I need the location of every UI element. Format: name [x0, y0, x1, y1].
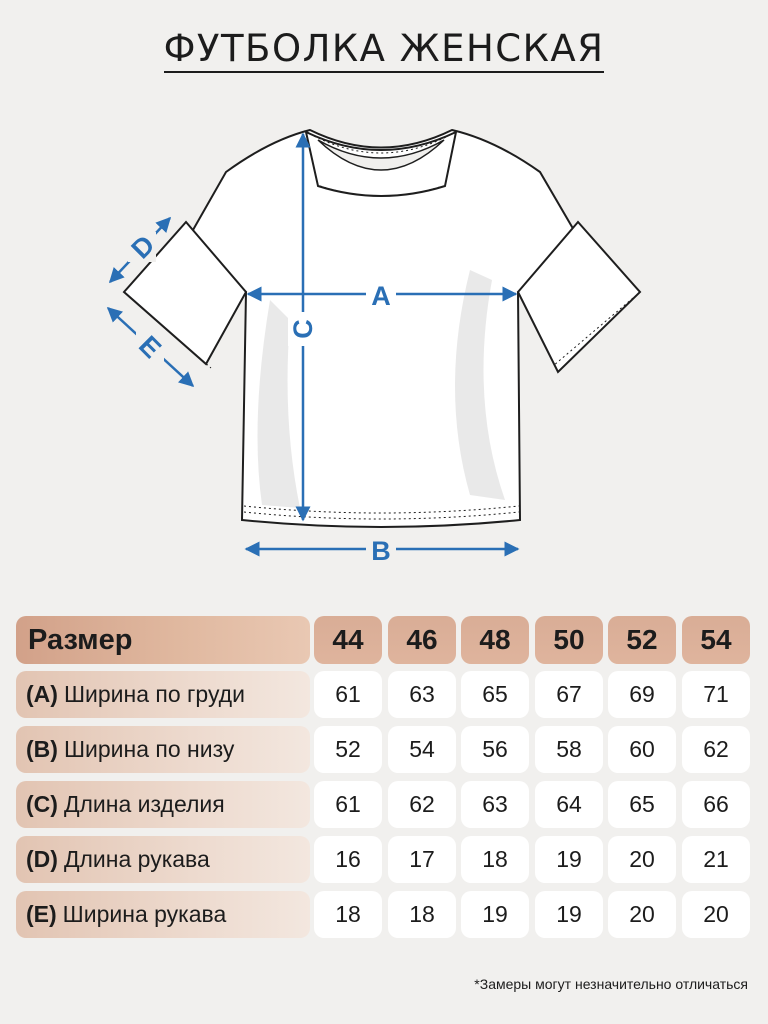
row-label [16, 671, 310, 718]
row-name: Длина рукава [63, 846, 210, 872]
row-code: (D) [26, 846, 58, 872]
table-cell: 60 [608, 726, 676, 773]
table-cell: 62 [388, 781, 456, 828]
header-size-0: 44 [314, 616, 382, 664]
table-cell: 69 [608, 671, 676, 718]
table-cell: 65 [608, 781, 676, 828]
table-cell: 65 [461, 671, 529, 718]
row-label [16, 891, 310, 938]
table-cell: 18 [461, 836, 529, 883]
table-cell: 17 [388, 836, 456, 883]
table-cell: 61 [314, 781, 382, 828]
table-cell: 63 [388, 671, 456, 718]
table-cell: 58 [535, 726, 603, 773]
row-label [16, 726, 310, 773]
row-code: (B) [26, 736, 58, 762]
table-cell: 19 [535, 836, 603, 883]
table-cell: 71 [682, 671, 750, 718]
header-size-label: Размер [16, 616, 310, 664]
row-label [16, 836, 310, 883]
row-label [16, 781, 310, 828]
label-e: E [133, 330, 167, 364]
table-cell: 20 [608, 891, 676, 938]
table-cell: 18 [388, 891, 456, 938]
table-cell: 61 [314, 671, 382, 718]
table-cell: 52 [314, 726, 382, 773]
table-cell: 21 [682, 836, 750, 883]
row-name: Ширина по груди [63, 681, 245, 707]
header-size-1: 46 [388, 616, 456, 664]
header-size-2: 48 [461, 616, 529, 664]
table-cell: 63 [461, 781, 529, 828]
table-cell: 20 [608, 836, 676, 883]
row-name: Ширина по низу [63, 736, 235, 762]
page-title: ФУТБОЛКА ЖЕНСКАЯ [0, 30, 768, 73]
table-cell: 67 [535, 671, 603, 718]
header-size-5: 54 [682, 616, 750, 664]
tshirt-measurement-diagram [0, 110, 768, 580]
header-size-3: 50 [535, 616, 603, 664]
table-cell: 62 [682, 726, 750, 773]
label-a: A [371, 281, 391, 311]
row-code: (A) [26, 681, 58, 707]
row-code: (C) [26, 791, 58, 817]
row-name: Длина изделия [63, 791, 225, 817]
label-d: D [125, 229, 161, 265]
table-cell: 18 [314, 891, 382, 938]
table-cell: 54 [388, 726, 456, 773]
table-cell: 56 [461, 726, 529, 773]
row-name: Ширина рукава [62, 901, 227, 927]
table-cell: 20 [682, 891, 750, 938]
header-size-4: 52 [608, 616, 676, 664]
table-cell: 16 [314, 836, 382, 883]
table-cell: 19 [461, 891, 529, 938]
footnote: *Замеры могут незначительно отличаться [474, 976, 748, 992]
table-cell: 64 [535, 781, 603, 828]
table-cell: 66 [682, 781, 750, 828]
table-cell: 19 [535, 891, 603, 938]
row-code: (E) [26, 901, 57, 927]
label-b: B [371, 536, 391, 566]
label-c: C [288, 319, 318, 339]
